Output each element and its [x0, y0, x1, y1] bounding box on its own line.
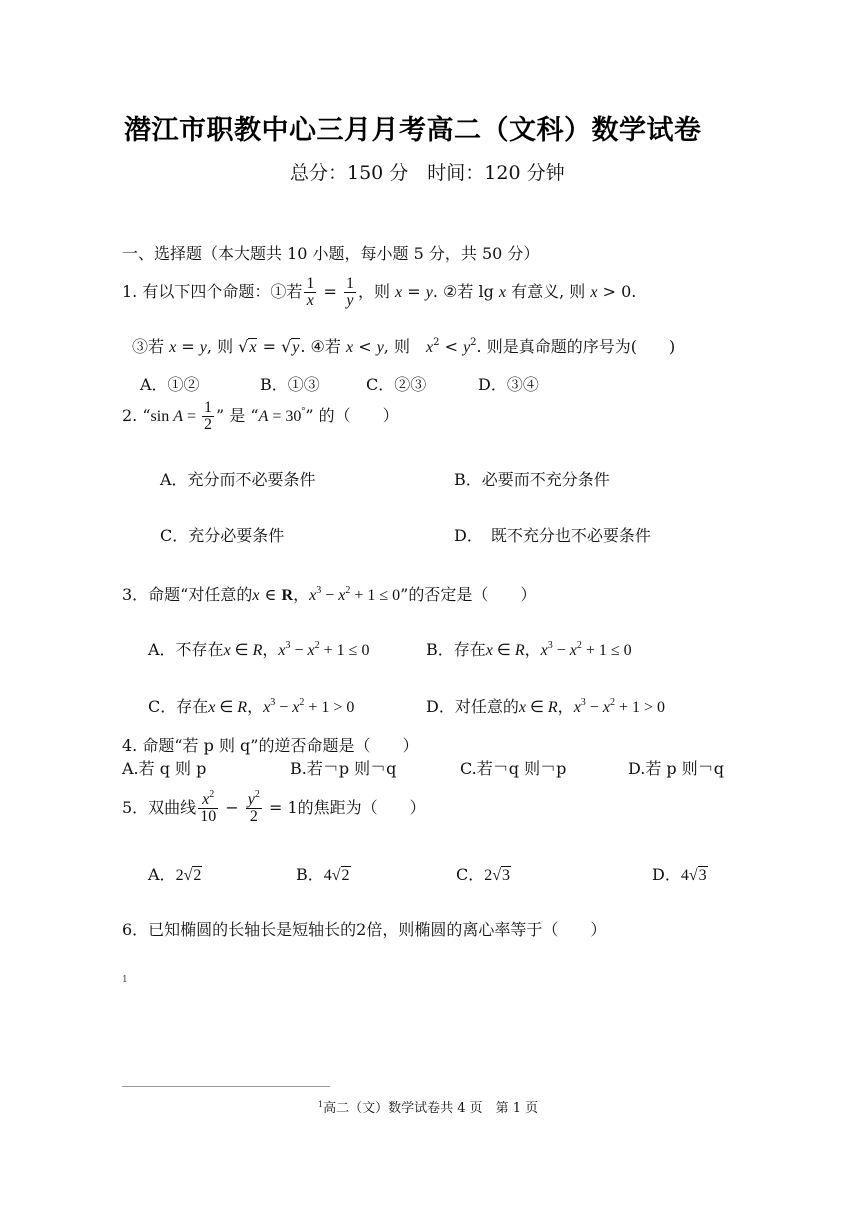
q3-option-d: D．对任意的x ∈ R，$x^3 - x^2 + 1 > 0$ [426, 697, 665, 716]
question-3: 3．命题“对任意的x ∈ R，$x^3 - x^2 + 1 \le 0$”的否定是（ ） [122, 585, 537, 604]
section-heading: 一、选择题（本大题共 10 小题，每小题 5 分，共 50 分） [122, 244, 540, 263]
footnote-mark: 1 [122, 975, 128, 985]
q4-option-c: C.若￢q 则￢p [460, 759, 567, 778]
q3-option-a-label: A．不存在 [148, 640, 224, 659]
q5-option-b-radicand: 2 [341, 867, 350, 884]
question-5: 5．双曲线 $\frac{x^2}{10}$ − $\frac{y^2}{2}$ = 1的焦距为（ ） [122, 789, 426, 825]
q3-text-3: ”的否定是（ ） [400, 585, 537, 604]
q1-text-4: 有意义, 则 [511, 282, 586, 301]
q1-option-d: D．③④ [478, 375, 539, 394]
q4-option-a: A.若 q 则 p [122, 759, 207, 778]
q2-text-2: ” 是 “ [216, 406, 259, 425]
question-2: 2. “sin A = $\frac{1}{2}$ ” 是 “A = 30°” 的（ ） [122, 399, 399, 433]
q1-text-1: 1. 有以下四个命题：①若 [122, 282, 303, 301]
q5-option-a-label: A． [148, 865, 176, 884]
question-4: 4. 命题“若 p 则 q”的逆否命题是（ ） [122, 736, 419, 755]
q5-option-d-coefficient: 4 [680, 867, 689, 884]
q5-option-a-coefficient: 2 [175, 867, 184, 884]
q2-text-1: 2. “ [122, 406, 151, 425]
q3-option-c-label: C．存在 [148, 697, 209, 716]
q5-option-d-radicand: 3 [698, 867, 707, 884]
q5-text-1: 5．双曲线 [122, 798, 197, 817]
q3-option-a: A．不存在x ∈ R，$x^3 - x^2 + 1 \le 0$ [148, 640, 370, 659]
q5-option-d-label: D． [652, 865, 681, 884]
q3-text-2: ， [293, 585, 310, 604]
q5-option-a-radicand: 2 [193, 867, 202, 884]
footer-text: 高二（文）数学试卷共 4 页 第 1 页 [323, 1101, 539, 1116]
q5-option-b: B．4√2 [296, 865, 350, 884]
q5-text-2: 的焦距为（ ） [297, 798, 426, 817]
question-1-line-1: 1. 有以下四个命题：①若 $\frac{1}{x}$ = $\frac{1}{y}$ ，则 x = y. ②若 lg x 有意义, 则 x > 0. [122, 275, 637, 309]
fraction: $\frac{x^2}{10}$ [200, 789, 217, 825]
q3-text-1: 3．命题“对任意的 [122, 585, 253, 604]
q1-text-2: ，则 [357, 282, 390, 301]
q1-text-6: ③若 [132, 337, 165, 356]
q4-option-d: D.若 p 则￢q [628, 759, 725, 778]
page-footer [318, 1097, 538, 1116]
q1-option-a: A．①② [140, 375, 200, 394]
q2-option-d: D． 既不充分也不必要条件 [454, 526, 651, 545]
fraction: $\frac{1}{2}$ [204, 399, 213, 433]
exam-info: 总分：150 分 时间：120 分钟 [290, 162, 565, 184]
q5-option-c-radicand: 3 [502, 867, 511, 884]
q5-option-d: D．4√3 [652, 865, 707, 884]
q3-option-d-label: D．对任意的 [426, 697, 519, 716]
q5-option-c: C．2√3 [456, 865, 511, 884]
q1-text-5: . [631, 282, 637, 301]
footer-mark: 1 [318, 1100, 324, 1109]
question-6: 6．已知椭圆的长轴长是短轴长的2倍，则椭圆的离心率等于（ ） [122, 920, 607, 939]
q1-text-10: . 则是真命题的序号为( ) [476, 337, 676, 356]
q5-option-b-coefficient: 4 [323, 867, 332, 884]
q2-option-a: A．充分而不必要条件 [160, 470, 316, 489]
q3-option-c: C．存在x ∈ R，$x^3 - x^2 + 1 > 0$ [148, 697, 355, 716]
q1-option-c: C．②③ [366, 375, 427, 394]
q3-option-b: B．存在x ∈ R，$x^3 - x^2 + 1 \le 0$ [426, 640, 632, 659]
q3-option-b-label: B．存在 [426, 640, 486, 659]
q2-option-c: C．充分必要条件 [160, 526, 285, 545]
page-title: 潜江市职教中心三月月考高二（文科）数学试卷 [124, 115, 702, 146]
q2-text-3: ” 的（ ） [305, 406, 399, 425]
fraction: $\frac{y^2}{2}$ [247, 789, 260, 825]
q5-option-c-coefficient: 2 [484, 867, 493, 884]
q1-text-9: , 则 [383, 337, 410, 356]
q1-text-7: , 则 [206, 337, 234, 356]
q1-text-3: . ②若 lg [432, 282, 494, 301]
q1-option-b: B．①③ [260, 375, 320, 394]
q1-text-8: . ④若 [300, 337, 341, 356]
q5-option-a: A．2√2 [148, 865, 202, 884]
q4-option-b: B.若￢p 则￢q [290, 759, 397, 778]
question-1-line-2: ③若 x = y, 则 √x = √y. ④若 x < y, 则 $x^2 < y^2$. 则是真命题的序号为( ) [132, 337, 676, 356]
q5-option-b-label: B． [296, 865, 324, 884]
fraction: $\frac{1}{y}$ [345, 275, 354, 309]
q5-option-c-label: C． [456, 865, 485, 884]
q2-option-b: B．必要而不充分条件 [454, 470, 610, 489]
footnote-divider [122, 1086, 330, 1087]
fraction: $\frac{1}{x}$ [306, 275, 315, 309]
